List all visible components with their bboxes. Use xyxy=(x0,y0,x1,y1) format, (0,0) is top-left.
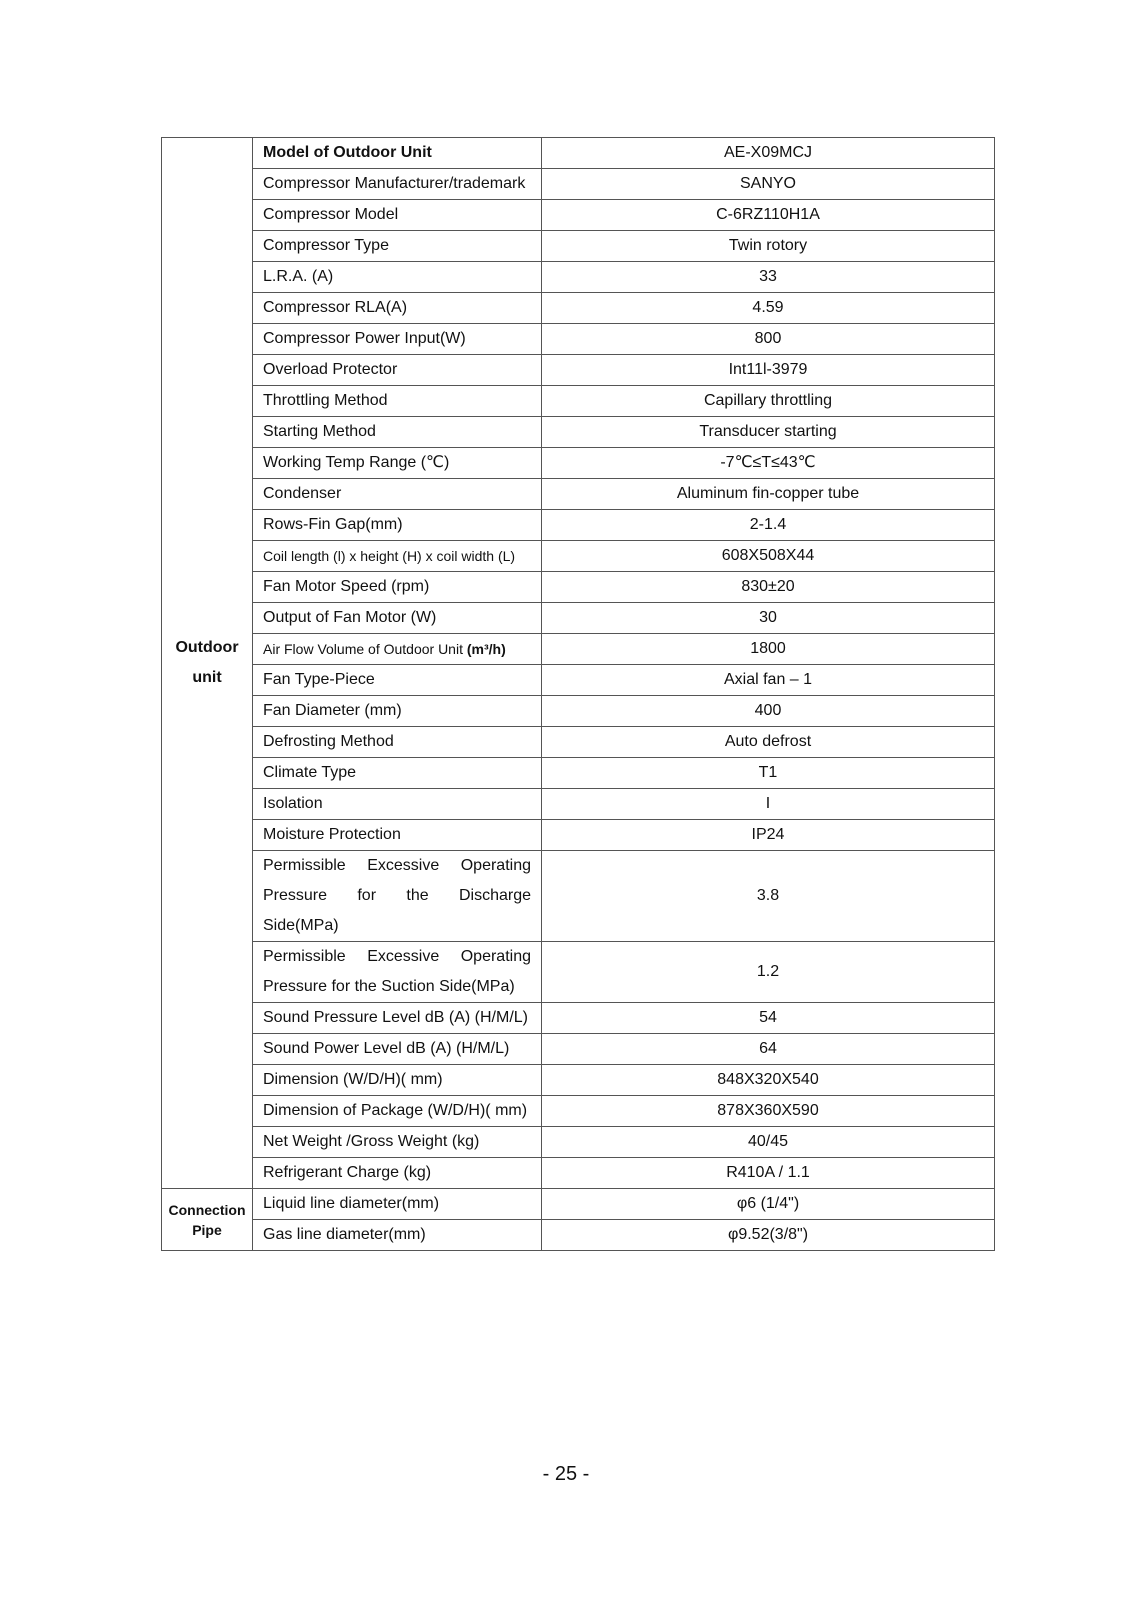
row-label: Sound Pressure Level dB (A) (H/M/L) xyxy=(253,1003,542,1034)
row-label: Fan Motor Speed (rpm) xyxy=(253,572,542,603)
row-label: Gas line diameter(mm) xyxy=(253,1220,542,1251)
table-row xyxy=(162,1034,995,1065)
spec-table xyxy=(161,137,995,1251)
row-value: Aluminum fin-copper tube xyxy=(542,479,995,510)
table-row xyxy=(162,851,995,942)
row-value: 848X320X540 xyxy=(542,1065,995,1096)
page-number: - 25 - xyxy=(542,1463,590,1485)
row-label: Moisture Protection xyxy=(253,820,542,851)
row-label: Net Weight /Gross Weight (kg) xyxy=(253,1127,542,1158)
row-label: Compressor RLA(A) xyxy=(253,293,542,324)
row-value: 1800 xyxy=(542,634,995,665)
table-row xyxy=(162,200,995,231)
table-row xyxy=(162,727,995,758)
row-value: -7℃≤T≤43℃ xyxy=(542,448,995,479)
row-label: Permissible Excessive Operating Pressure for the Suction Side(MPa) xyxy=(253,942,542,1003)
row-label: Compressor Manufacturer/trademark xyxy=(253,169,542,200)
row-value: 64 xyxy=(542,1034,995,1065)
table-row xyxy=(162,262,995,293)
row-value: Int11l-3979 xyxy=(542,355,995,386)
row-label: Coil length (l) x height (H) x coil width (L) xyxy=(253,541,542,572)
table-row xyxy=(162,696,995,727)
row-label: Working Temp Range (℃) xyxy=(253,448,542,479)
row-label: Compressor Type xyxy=(253,231,542,262)
table-row xyxy=(162,1003,995,1034)
row-label: Defrosting Method xyxy=(253,727,542,758)
group-connection-pipe: Connection Pipe xyxy=(162,1189,253,1251)
row-value: C-6RZ110H1A xyxy=(542,200,995,231)
row-value: 1.2 xyxy=(542,942,995,1003)
row-label: L.R.A. (A) xyxy=(253,262,542,293)
table-row xyxy=(162,355,995,386)
row-label: Starting Method xyxy=(253,417,542,448)
table-row xyxy=(162,1220,995,1251)
row-label: Sound Power Level dB (A) (H/M/L) xyxy=(253,1034,542,1065)
table-row xyxy=(162,1096,995,1127)
row-value: IP24 xyxy=(542,820,995,851)
table-row xyxy=(162,417,995,448)
row-label: Model of Outdoor Unit xyxy=(253,138,542,169)
unit-label: (m³/h) xyxy=(466,641,506,657)
row-label: Refrigerant Charge (kg) xyxy=(253,1158,542,1189)
table-row xyxy=(162,386,995,417)
table-row xyxy=(162,758,995,789)
table-row xyxy=(162,634,995,665)
row-label-text: Air Flow Volume of Outdoor Unit xyxy=(263,641,463,657)
table-row xyxy=(162,1189,995,1220)
table-row xyxy=(162,1158,995,1189)
table-row xyxy=(162,572,995,603)
row-value: Twin rotory xyxy=(542,231,995,262)
table-row xyxy=(162,231,995,262)
row-value: 30 xyxy=(542,603,995,634)
row-label: Overload Protector xyxy=(253,355,542,386)
row-value: 4.59 xyxy=(542,293,995,324)
row-value: SANYO xyxy=(542,169,995,200)
table-row xyxy=(162,448,995,479)
row-label: Compressor Power Input(W) xyxy=(253,324,542,355)
row-value: 400 xyxy=(542,696,995,727)
table-row xyxy=(162,510,995,541)
row-label: Isolation xyxy=(253,789,542,820)
table-row xyxy=(162,169,995,200)
table-row xyxy=(162,541,995,572)
row-value: 830±20 xyxy=(542,572,995,603)
row-value: 2-1.4 xyxy=(542,510,995,541)
row-label: Dimension of Package (W/D/H)( mm) xyxy=(253,1096,542,1127)
table-row xyxy=(162,1127,995,1158)
row-value: 3.8 xyxy=(542,851,995,942)
table-row xyxy=(162,665,995,696)
row-value: T1 xyxy=(542,758,995,789)
table-row xyxy=(162,820,995,851)
group-outdoor-unit: Outdoor unit xyxy=(162,138,253,1189)
row-value: Transducer starting xyxy=(542,417,995,448)
row-label: Compressor Model xyxy=(253,200,542,231)
table-row xyxy=(162,324,995,355)
row-value: φ6 (1/4") xyxy=(542,1189,995,1220)
row-label: Dimension (W/D/H)( mm) xyxy=(253,1065,542,1096)
table-row xyxy=(162,789,995,820)
row-label: Permissible Excessive Operating Pressure for the Discharge Side(MPa) xyxy=(253,851,542,942)
row-value: Auto defrost xyxy=(542,727,995,758)
table-row xyxy=(162,1065,995,1096)
row-label: Condenser xyxy=(253,479,542,510)
row-label: Climate Type xyxy=(253,758,542,789)
row-value: R410A / 1.1 xyxy=(542,1158,995,1189)
row-value: 54 xyxy=(542,1003,995,1034)
row-value: I xyxy=(542,789,995,820)
table-row xyxy=(162,942,995,1003)
row-value: 878X360X590 xyxy=(542,1096,995,1127)
table-row xyxy=(162,479,995,510)
row-label: Fan Type-Piece xyxy=(253,665,542,696)
row-label: Fan Diameter (mm) xyxy=(253,696,542,727)
row-value: Axial fan – 1 xyxy=(542,665,995,696)
row-value: φ9.52(3/8") xyxy=(542,1220,995,1251)
unit-text: m³/h xyxy=(471,641,502,657)
row-value: AE-X09MCJ xyxy=(542,138,995,169)
row-value: Capillary throttling xyxy=(542,386,995,417)
row-label: Throttling Method xyxy=(253,386,542,417)
row-label: Rows-Fin Gap(mm) xyxy=(253,510,542,541)
row-value: 608X508X44 xyxy=(542,541,995,572)
row-value: 800 xyxy=(542,324,995,355)
row-label: Liquid line diameter(mm) xyxy=(253,1189,542,1220)
table-row xyxy=(162,293,995,324)
row-label: Output of Fan Motor (W) xyxy=(253,603,542,634)
row-label xyxy=(253,634,542,665)
table-row xyxy=(162,138,995,169)
row-value: 40/45 xyxy=(542,1127,995,1158)
row-value: 33 xyxy=(542,262,995,293)
table-row xyxy=(162,603,995,634)
